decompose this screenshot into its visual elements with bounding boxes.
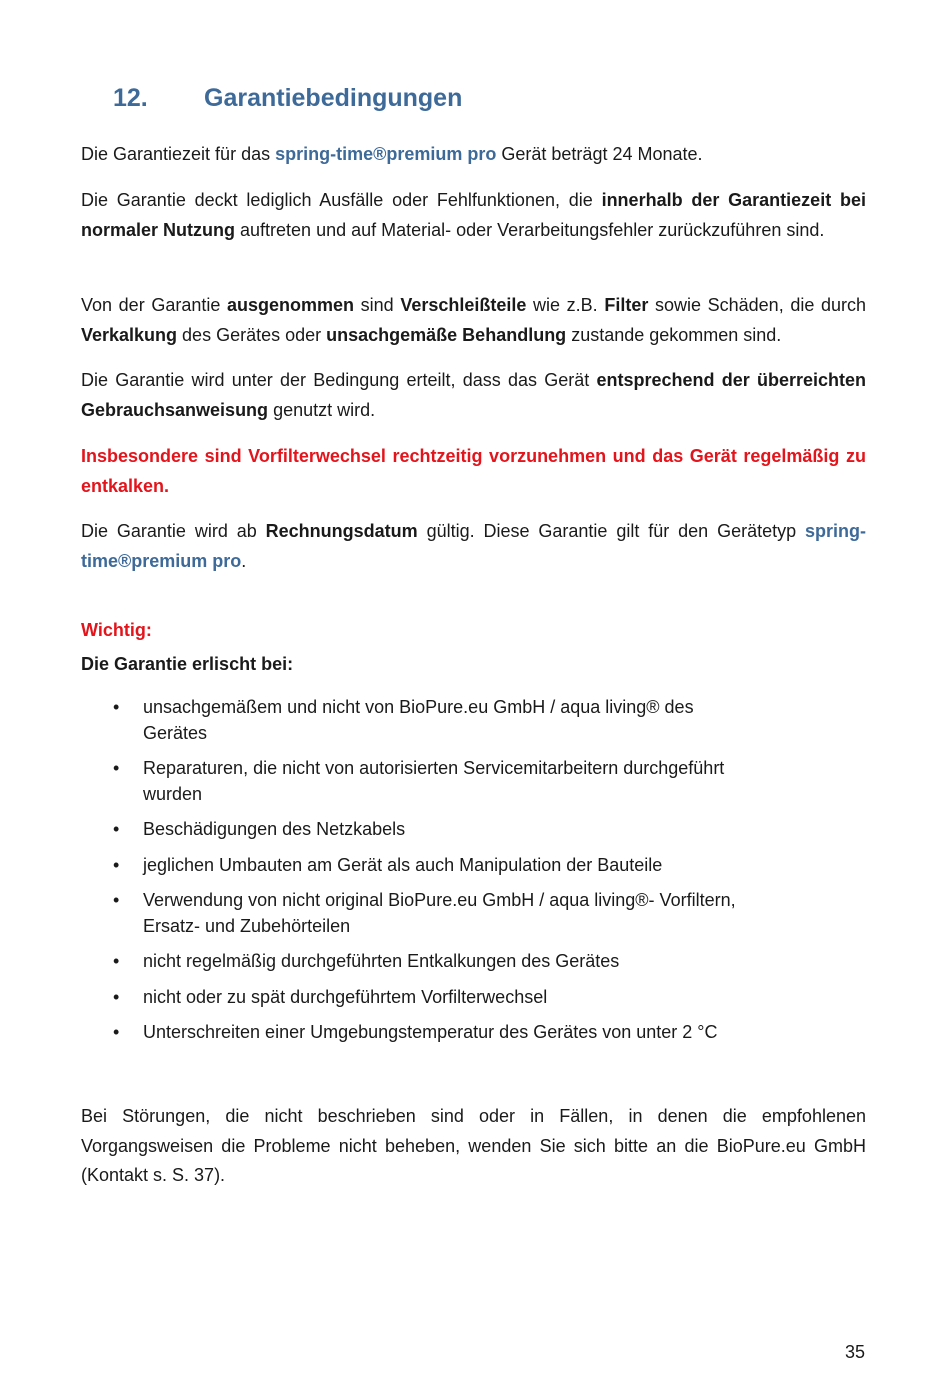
section-heading (113, 84, 462, 113)
paragraph-warranty-coverage (81, 186, 866, 245)
section-title: Garantiebedingungen (204, 84, 463, 112)
bullet-icon: • (113, 819, 120, 839)
text: Gerät beträgt 24 Monate. (496, 144, 703, 164)
bullet-icon: • (113, 890, 120, 910)
paragraph-warranty-exclusions (81, 291, 866, 350)
list-item-text: Unterschreiten einer Umgebungstemperatur des Gerätes von unter 2 °C (143, 1022, 718, 1042)
paragraph-warranty-condition (81, 366, 866, 425)
list-item (81, 817, 741, 843)
page-number: 35 (845, 1342, 866, 1362)
bullet-icon: • (113, 697, 120, 717)
bold-text: innerhalb der Garantiezeit bei normaler Nutzung (81, 190, 866, 240)
list-item-text: nicht oder zu spät durchgeführtem Vorfilterwechsel (143, 986, 548, 1007)
section-number: 12. (113, 84, 148, 112)
bullet-icon: • (113, 854, 120, 875)
list-item-text: Verwendung von nicht original BioPure.eu GmbH / aqua living®- Vorfiltern, Ersatz- und Zubehörteilen (143, 890, 736, 936)
text: Die Garantiezeit für das (81, 144, 276, 164)
warranty-void-heading: Die Garantie erlischt bei: (81, 654, 294, 674)
list-item-text: nicht regelmäßig durchgeführten Entkalkungen des Gerätes (143, 951, 620, 971)
list-item-text: jeglichen Umbauten am Gerät als auch Manipulation der Bauteile (143, 854, 663, 875)
text: wie z.B. (526, 295, 605, 315)
text: zustande gekommen sind. (566, 324, 782, 345)
text: Die Garantie deckt lediglich Ausfälle oder Fehlfunktionen, die (81, 190, 602, 210)
text: sowie Schäden, die durch (648, 295, 867, 315)
text: Die Garantie wird unter der Bedingung erteilt, dass das Gerät (81, 370, 597, 390)
bullet-icon: • (113, 1022, 120, 1042)
bullet-icon: • (113, 758, 120, 778)
text: Von der Garantie (81, 295, 227, 315)
bold-text: ausgenommen (227, 295, 355, 315)
bold-text: Verkalkung (81, 324, 178, 345)
important-label: Wichtig: (81, 620, 152, 640)
list-item (81, 853, 741, 879)
list-item (81, 888, 741, 939)
text: gültig. Diese Garantie gilt für den Gerätetyp (417, 521, 806, 541)
bullet-icon: • (113, 986, 120, 1007)
paragraph-support-contact: Bei Störungen, die nicht beschrieben sind oder in Fällen, in denen die empfohlenen Vorgangsweisen die Probleme nicht beheben, wenden Sie sich bitte an die BioPure.eu GmbH (Kontakt s. S. 37). (81, 1106, 866, 1185)
text: . (241, 550, 247, 571)
text: sind (354, 295, 401, 315)
product-name: spring-time®premium pro (81, 521, 867, 571)
paragraph-warranty-validity (81, 517, 866, 576)
paragraph-warranty-period (81, 140, 866, 170)
bold-text: Filter (604, 295, 649, 315)
product-name: spring-time®premium pro (275, 144, 497, 164)
list-item (81, 756, 741, 807)
text: Die Garantie wird ab (81, 521, 266, 541)
list-item (81, 949, 741, 975)
list-item-text: unsachgemäßem und nicht von BioPure.eu GmbH / aqua living® des Gerätes (143, 697, 694, 743)
bold-text: entsprechend der überreichten Gebrauchsanweisung (81, 370, 866, 420)
warranty-void-list (81, 695, 741, 1056)
paragraph-maintenance-warning: Insbesondere sind Vorfilterwechsel rechtzeitig vorzunehmen und das Gerät regelmäßig zu entkalken. (81, 446, 866, 496)
text: des Gerätes oder (177, 324, 327, 345)
list-item (81, 1020, 741, 1046)
list-item (81, 695, 741, 746)
bullet-icon: • (113, 951, 120, 971)
bold-text: unsachgemäße Behandlung (326, 324, 567, 345)
list-item-text: Reparaturen, die nicht von autorisierten Servicemitarbeitern durchgeführt wurden (143, 758, 725, 804)
text: genutzt wird. (268, 399, 376, 420)
list-item (81, 985, 741, 1011)
bold-text: Verschleißteile (400, 295, 527, 315)
text: auftreten und auf Material- oder Verarbeitungsfehler zurückzuführen sind. (235, 219, 825, 240)
list-item-text: Beschädigungen des Netzkabels (143, 819, 406, 839)
bold-text: Rechnungsdatum (265, 521, 418, 541)
